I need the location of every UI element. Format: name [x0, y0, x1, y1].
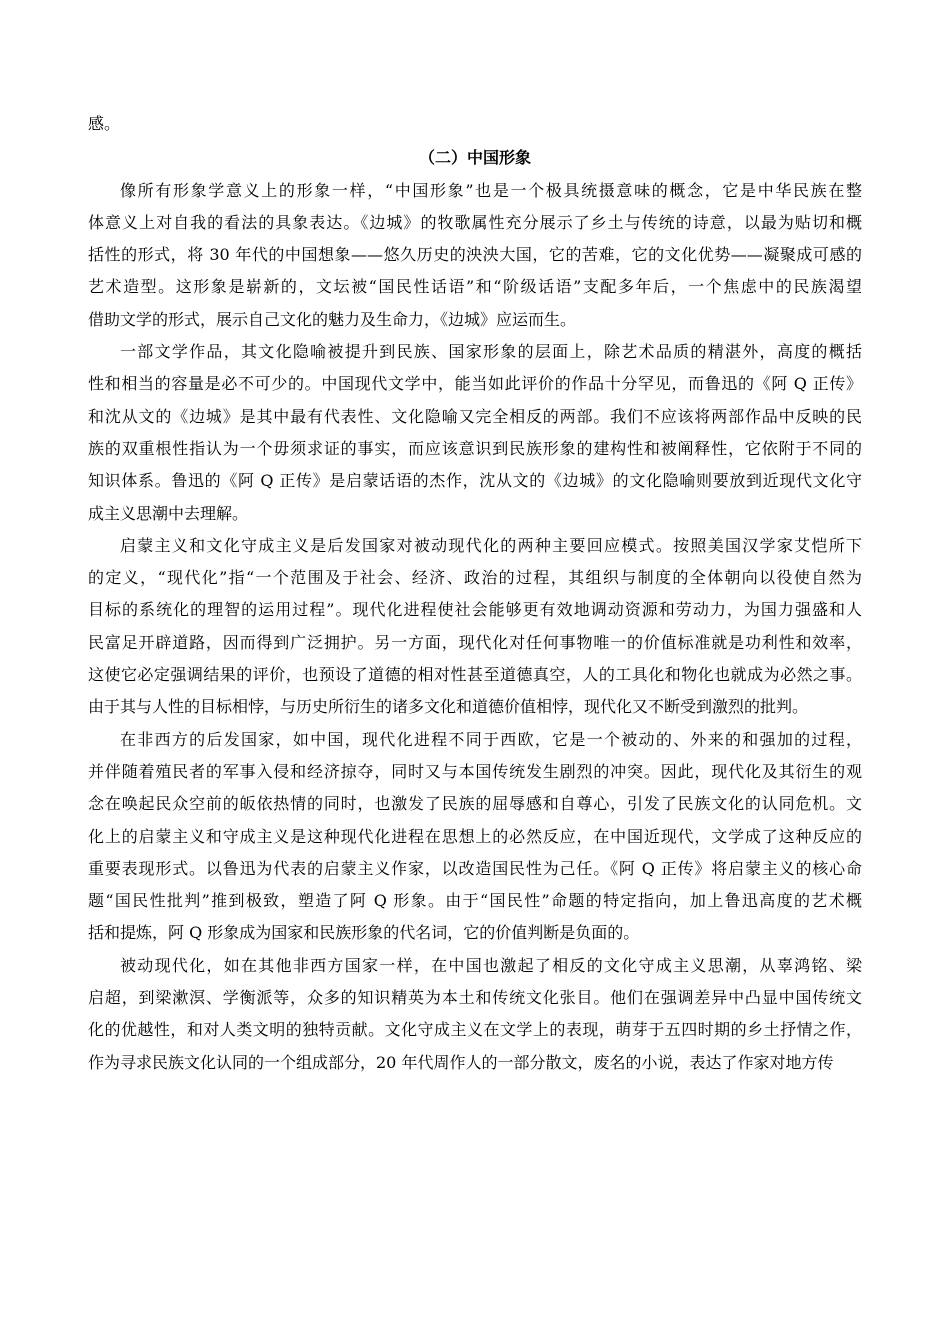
paragraph-line: 被动现代化，如在其他非西方国家一样，在中国也激起了相反的文化守成主义思潮，从辜鸿铭、梁 [120, 955, 862, 975]
paragraph-line: 性和相当的容量是必不可少的。中国现代文学中，能当如此评价的作品十分罕见，而鲁迅的《阿 Q 正传》 [88, 374, 862, 394]
paragraph-line: 化的优越性，和对人类文明的独特贡献。文化守成主义在文学上的表现，萌芽于五四时期的乡土抒情之作， [88, 1020, 862, 1040]
paragraph [88, 950, 862, 1079]
paragraph-line: 启蒙主义和文化守成主义是后发国家对被动现代化的两种主要回应模式。按照美国汉学家艾恺所下 [120, 535, 862, 555]
paragraph [88, 530, 862, 724]
paragraph [88, 175, 862, 336]
paragraph-line: 成主义思潮中去理解。 [88, 503, 249, 523]
body-text [88, 175, 862, 1079]
paragraph-line: 启超，到梁漱溟、学衡派等，众多的知识精英为本土和传统文化张目。他们在强调差异中凸显中国传统文 [88, 988, 862, 1008]
paragraph-line: 重要表现形式。以鲁迅为代表的启蒙主义作家，以改造国民性为己任。《阿 Q 正传》将启蒙主义的核心命 [88, 858, 862, 878]
paragraph-line: 作为寻求民族文化认同的一个组成部分，20 年代周作人的一部分散文，废名的小说，表达了作家对地方传 [88, 1052, 834, 1072]
paragraph-line: 这使它必定强调结果的评价，也预设了道德的相对性甚至道德真空，人的工具化和物化也就成为必然之事。 [88, 665, 862, 685]
paragraph-line: 念在唤起民众空前的皈依热情的同时，也激发了民族的屈辱感和自尊心，引发了民族文化的认同危机。文 [88, 794, 862, 814]
paragraph-line: 由于其与人性的目标相悖，与历史所衍生的诸多文化和道德价值相悖，现代化又不断受到激烈的批判。 [88, 697, 809, 717]
carryover-text: 感。 [88, 114, 121, 133]
paragraph [88, 724, 862, 950]
paragraph-line: 括性的形式，将 30 年代的中国想象——悠久历史的泱泱大国，它的苦难，它的文化优势——凝聚成可感的 [88, 245, 862, 265]
paragraph-line: 借助文学的形式，展示自己文化的魅力及生命力，《边城》应运而生。 [88, 309, 577, 329]
paragraph-line: 题“国民性批判”推到极致，塑造了阿 Q 形象。由于“国民性”命题的特定指向，加上鲁迅高度的艺术概 [88, 891, 862, 911]
paragraph-line: 的定义，“现代化”指“一个范围及于社会、经济、政治的过程，其组织与制度的全体朝向以役使自然为 [88, 568, 862, 588]
paragraph-line: 民富足开辟道路，因而得到广泛拥护。另一方面，现代化对任何事物唯一的价值标准就是功利性和效率， [88, 632, 862, 652]
paragraph-line: 艺术造型。这形象是崭新的，文坛被“国民性话语”和“阶级话语”支配多年后，一个焦虑中的民族渴望 [88, 277, 862, 297]
paragraph-line: 知识体系。鲁迅的《阿 Q 正传》是启蒙话语的杰作，沈从文的《边城》的文化隐喻则要放到近现代文化守 [88, 471, 862, 491]
paragraph [88, 336, 862, 530]
paragraph-line: 和沈从文的《边城》是其中最有代表性、文化隐喻又完全相反的两部。我们不应该将两部作品中反映的民 [88, 406, 862, 426]
paragraph-line: 化上的启蒙主义和守成主义是这种现代化进程在思想上的必然反应，在中国近现代，文学成了这种反应的 [88, 826, 862, 846]
paragraph-line: 并伴随着殖民者的军事入侵和经济掠夺，同时又与本国传统发生剧烈的冲突。因此，现代化及其衍生的观 [88, 761, 862, 781]
paragraph-line: 括和提炼，阿 Q 形象成为国家和民族形象的代名词，它的价值判断是负面的。 [88, 923, 640, 943]
paragraph-line: 族的双重根性指认为一个毋须求证的事实，而应该意识到民族形象的建构性和被阐释性，它依附于不同的 [88, 438, 862, 458]
document-page [88, 108, 862, 1079]
paragraph-line: 体意义上对自我的看法的具象表达。《边城》的牧歌属性充分展示了乡土与传统的诗意，以最为贴切和概 [88, 212, 862, 232]
section-heading: （二）中国形象 [418, 148, 531, 168]
paragraph-line: 像所有形象学意义上的形象一样，“中国形象”也是一个极具统摄意味的概念，它是中华民族在整 [120, 180, 862, 200]
paragraph-line: 在非西方的后发国家，如中国，现代化进程不同于西欧，它是一个被动的、外来的和强加的过程， [120, 729, 862, 749]
paragraph-line: 目标的系统化的理智的运用过程”。现代化进程使社会能够更有效地调动资源和劳动力，为国力强盛和人 [88, 600, 862, 620]
paragraph-line: 一部文学作品，其文化隐喻被提升到民族、国家形象的层面上，除艺术品质的精湛外，高度的概括 [120, 342, 862, 362]
